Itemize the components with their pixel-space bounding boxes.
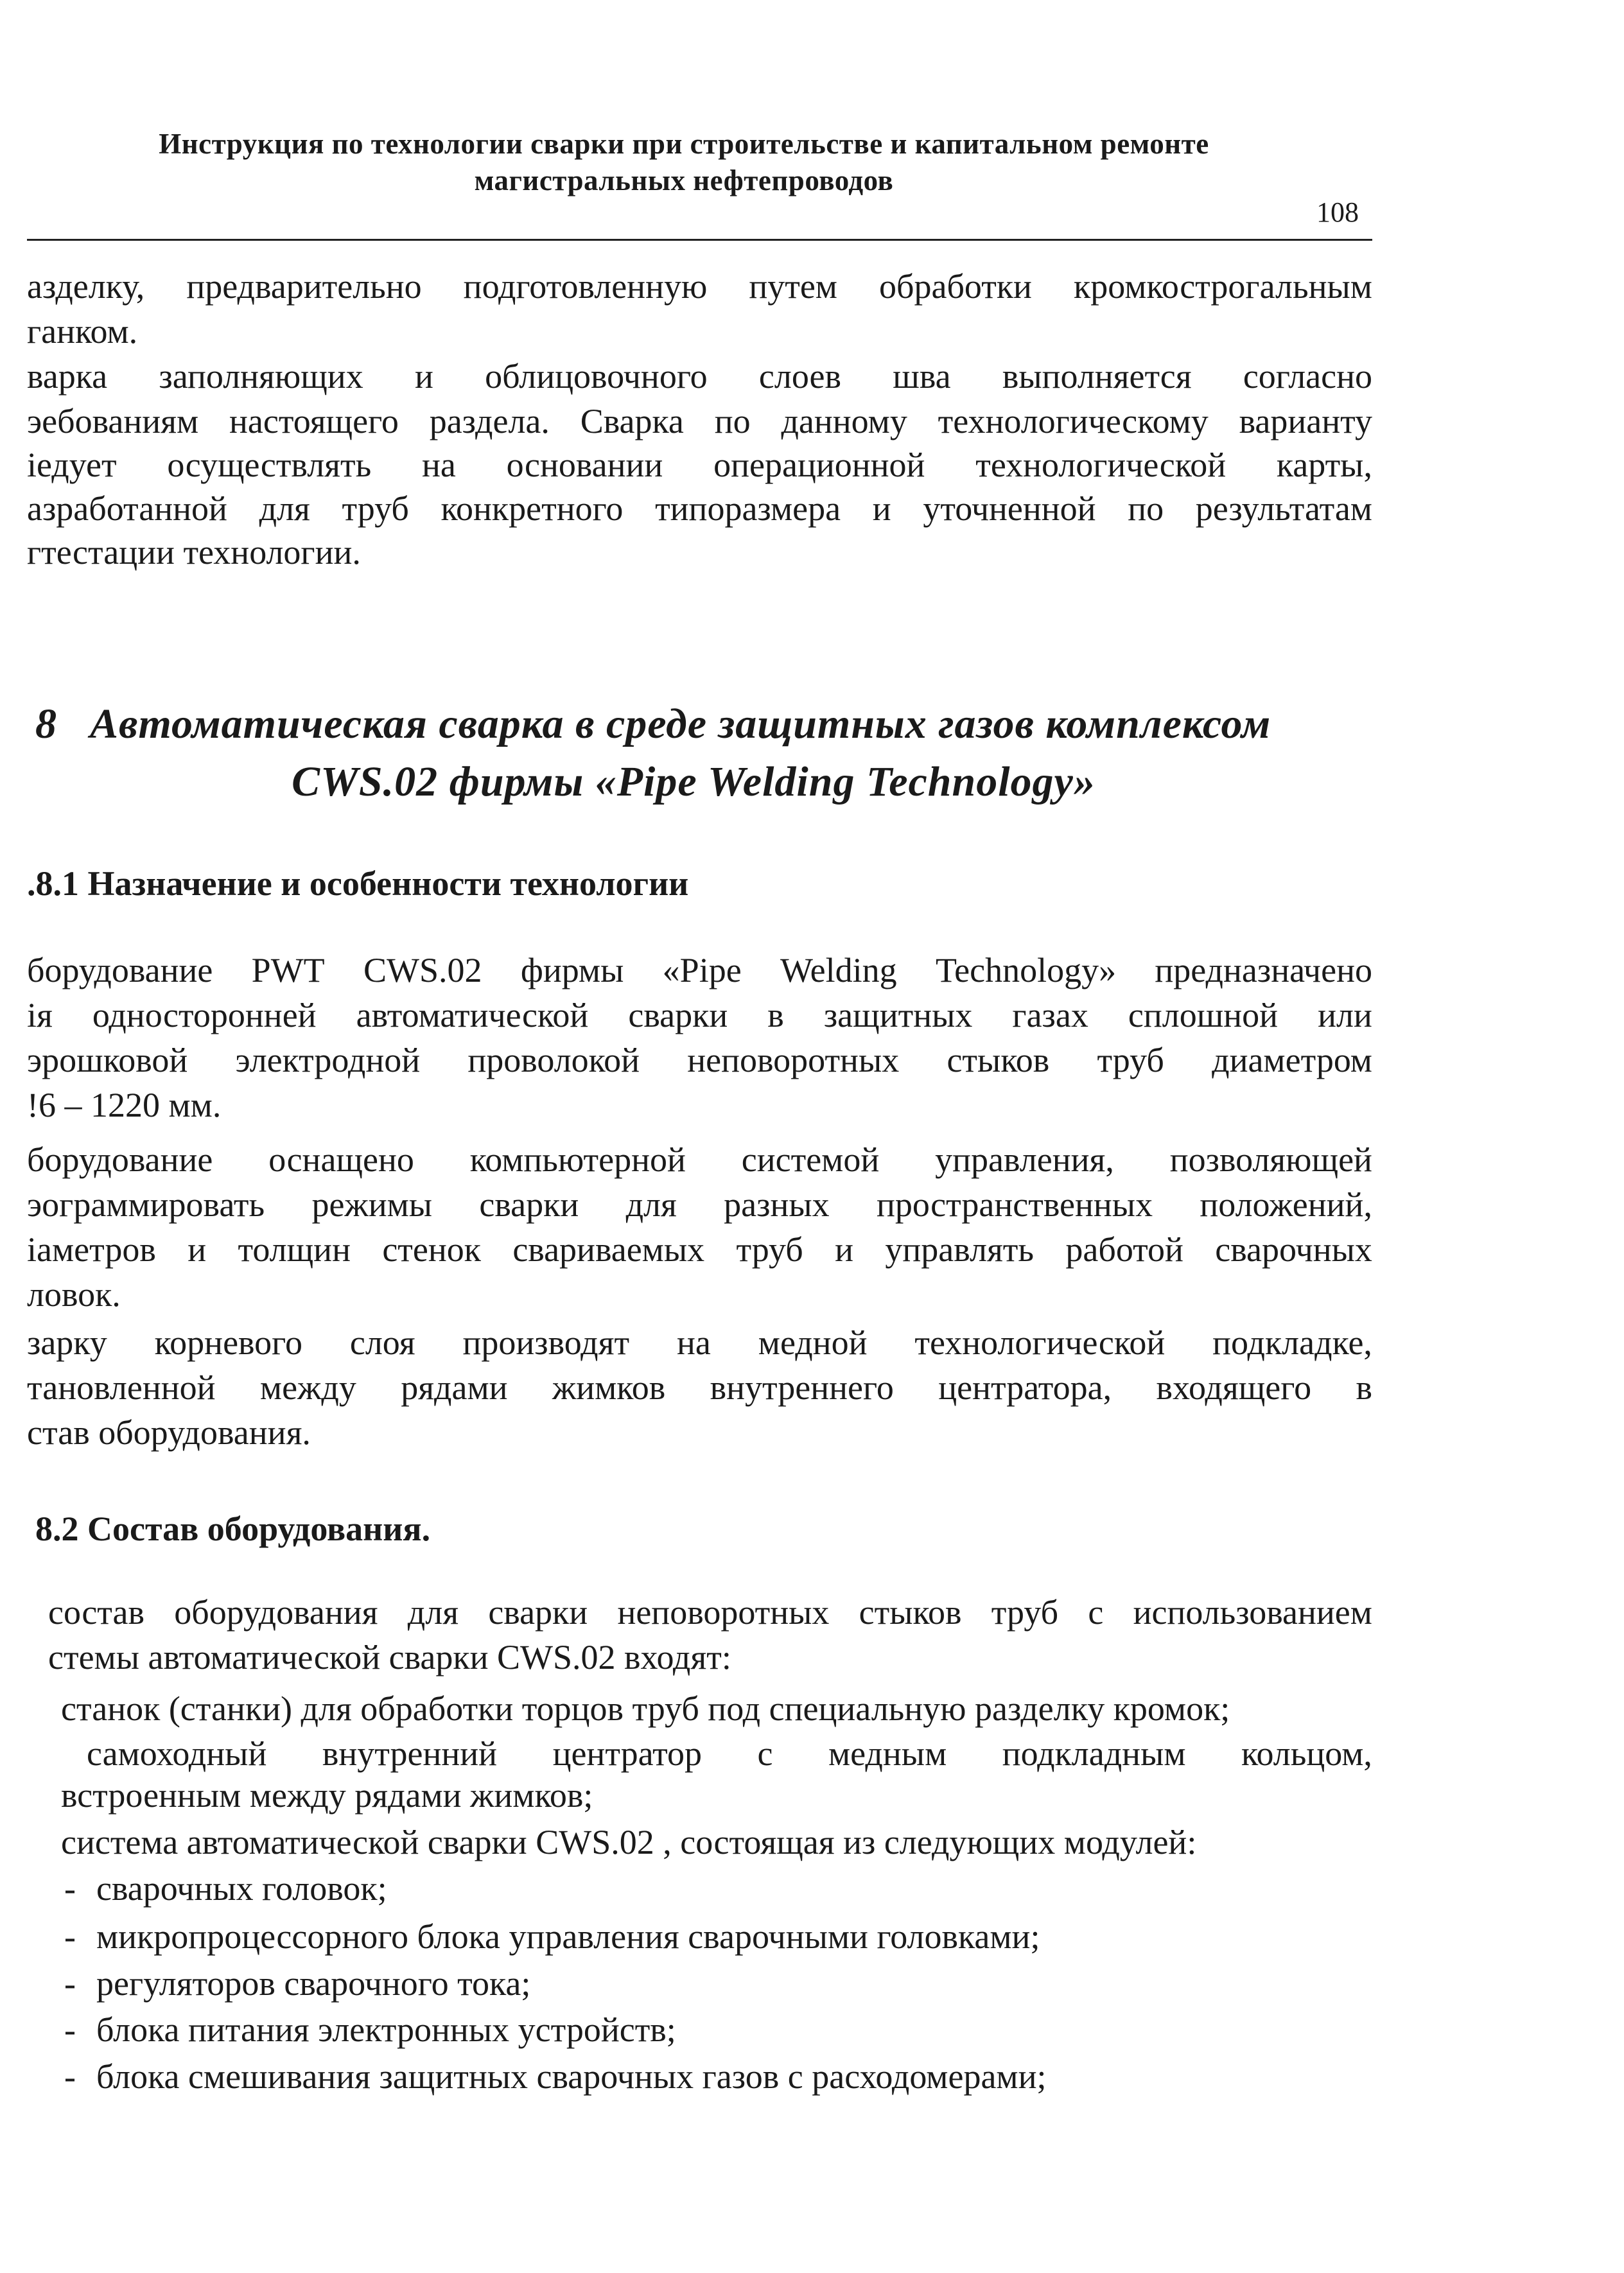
word: в: [767, 996, 784, 1034]
word: или: [1318, 996, 1372, 1034]
word: эрошковой: [27, 1041, 188, 1079]
word: неповоротных: [687, 1041, 900, 1079]
list-item-continuation: встроенным между рядами жимков;: [61, 1776, 593, 1815]
word: основании: [506, 446, 663, 484]
word: проволокой: [467, 1041, 640, 1079]
word: слоев: [758, 357, 841, 396]
word: типоразмера: [655, 489, 841, 528]
word: для: [625, 1185, 677, 1224]
text-line: ганком.: [27, 312, 138, 351]
word: Technology»: [935, 951, 1117, 989]
word: борудование: [27, 951, 213, 989]
word: газах: [1012, 996, 1088, 1034]
text-line: [48, 1592, 1372, 1632]
word: согласно: [1243, 357, 1372, 396]
word: положений,: [1200, 1185, 1372, 1224]
word: фирмы: [520, 951, 624, 989]
module-item: микропроцессорного блока управления сварочными головками;: [96, 1917, 1040, 1956]
word: ія: [27, 996, 53, 1034]
word: разных: [724, 1185, 830, 1224]
word: по: [1128, 489, 1164, 528]
word: стыков: [859, 1593, 962, 1632]
module-item: блока питания электронных устройств;: [96, 2010, 676, 2049]
document-header-title-line2: магистральных нефтепроводов: [474, 164, 894, 196]
word: использованием: [1133, 1593, 1372, 1632]
dash-bullet: -: [64, 2057, 76, 2096]
word: предварительно: [186, 267, 422, 306]
word: в: [1356, 1368, 1372, 1407]
word: жимков: [552, 1368, 666, 1407]
word: и: [188, 1230, 207, 1269]
word: на: [677, 1323, 711, 1362]
section-8-title-line1: Автоматическая сварка в среде защитных газов комплексом: [90, 701, 1271, 747]
header-divider: [27, 239, 1372, 241]
section-8-1-heading: .8.1 Назначение и особенности технологии: [27, 864, 689, 903]
word: борудование: [27, 1140, 213, 1179]
page-number: 108: [1316, 196, 1359, 228]
text-line: [27, 1140, 1372, 1180]
text-line: став оборудования.: [27, 1413, 311, 1452]
word: Welding: [780, 951, 897, 989]
dash-bullet: -: [64, 1917, 76, 1956]
text-line: [27, 1185, 1372, 1224]
word: сплошной: [1128, 996, 1279, 1034]
word: тановленной: [27, 1368, 216, 1407]
text-line: [27, 1368, 1372, 1407]
word: для: [259, 489, 310, 528]
word: позволяющей: [1169, 1140, 1372, 1179]
word: односторонней: [92, 996, 317, 1034]
word: толщин: [238, 1230, 351, 1269]
document-header-title-line1: Инструкция по технологии сварки при строительстве и капитальном ремонте: [159, 128, 1209, 160]
word: азработанной: [27, 489, 227, 528]
word: CWS.02: [363, 951, 482, 989]
word: с: [757, 1734, 773, 1773]
text-line: [27, 445, 1372, 485]
text-line: [27, 1323, 1372, 1363]
list-item: система автоматической сварки CWS.02 , состоящая из следующих модулей:: [61, 1823, 1197, 1861]
text-line: [27, 266, 1372, 306]
word: и: [872, 489, 891, 528]
word: режимы: [311, 1185, 433, 1224]
module-item: сварочных головок;: [96, 1869, 387, 1908]
word: внутренний: [322, 1734, 498, 1773]
word: сварки: [488, 1593, 588, 1632]
text-line: стемы автоматической сварки CWS.02 входят:: [48, 1638, 731, 1676]
dash-bullet: -: [64, 1869, 76, 1908]
section-8-title-line2: CWS.02 фирмы «Pipe Welding Technology»: [292, 758, 1096, 805]
word: осуществлять: [167, 446, 372, 484]
text-line: !6 – 1220 мм.: [27, 1086, 222, 1124]
dash-bullet: -: [64, 2010, 76, 2049]
word: обработки: [879, 267, 1032, 306]
text-line: [27, 1040, 1372, 1080]
word: іедует: [27, 446, 117, 484]
text-line: ловок.: [27, 1275, 121, 1314]
word: технологической: [975, 446, 1227, 484]
word: неповоротных: [617, 1593, 830, 1632]
word: работой: [1065, 1230, 1183, 1269]
text-line: [27, 1230, 1372, 1269]
word: центратора,: [938, 1368, 1112, 1407]
word: выполняется: [1002, 357, 1192, 396]
word: сварочных: [1215, 1230, 1372, 1269]
dash-bullet: -: [64, 1964, 76, 2003]
word: карты,: [1276, 446, 1372, 484]
word: защитных: [823, 996, 973, 1034]
word: сварки: [628, 996, 728, 1034]
word: оснащено: [268, 1140, 414, 1179]
word: и: [414, 357, 433, 396]
word: азделку,: [27, 267, 145, 306]
list-item: [87, 1734, 1372, 1773]
word: внутреннего: [710, 1368, 894, 1407]
word: корневого: [154, 1323, 302, 1362]
word: рядами: [401, 1368, 508, 1407]
word: іаметров: [27, 1230, 156, 1269]
text-line: эебованиям настоящего раздела. Сварка по данному технологическому варианту: [27, 402, 1372, 440]
word: между: [259, 1368, 356, 1407]
list-item: станок (станки) для обработки торцов труб под специальную разделку кромок;: [61, 1689, 1230, 1728]
word: труб: [1097, 1041, 1164, 1079]
module-item: регуляторов сварочного тока;: [96, 1964, 531, 2003]
word: системой: [741, 1140, 880, 1179]
word: подготовленную: [463, 267, 708, 306]
word: зарку: [27, 1323, 107, 1362]
word: сварки: [479, 1185, 579, 1224]
text-line: [27, 950, 1372, 990]
word: самоходный: [87, 1734, 267, 1773]
word: слоя: [349, 1323, 415, 1362]
word: с: [1088, 1593, 1104, 1632]
word: подкладным: [1002, 1734, 1186, 1773]
word: варка: [27, 357, 108, 396]
word: уточненной: [923, 489, 1096, 528]
word: для: [407, 1593, 459, 1632]
word: свариваемых: [512, 1230, 705, 1269]
word: управления,: [935, 1140, 1114, 1179]
word: предназначено: [1155, 951, 1372, 989]
word: заполняющих: [159, 357, 363, 396]
word: труб: [991, 1593, 1059, 1632]
word: состав: [48, 1593, 145, 1632]
word: труб: [342, 489, 409, 528]
word: путем: [749, 267, 837, 306]
word: центратор: [552, 1734, 703, 1773]
word: труб: [736, 1230, 803, 1269]
word: оборудования: [174, 1593, 378, 1632]
word: входящего: [1156, 1368, 1312, 1407]
word: стенок: [382, 1230, 481, 1269]
word: электродной: [235, 1041, 421, 1079]
word: операционной: [713, 446, 925, 484]
section-8-2-heading: 8.2 Состав оборудования.: [35, 1510, 431, 1548]
word: результатам: [1195, 489, 1372, 528]
word: кольцом,: [1241, 1734, 1372, 1773]
module-item: блока смешивания защитных сварочных газов с расходомерами;: [96, 2057, 1047, 2096]
word: автоматической: [356, 996, 589, 1034]
section-8-number: 8: [35, 701, 57, 747]
word: подкладке,: [1212, 1323, 1372, 1362]
text-line: [27, 356, 1372, 396]
word: производят: [462, 1323, 630, 1362]
word: медной: [758, 1323, 868, 1362]
text-line: гтестации технологии.: [27, 533, 361, 571]
word: пространственных: [876, 1185, 1153, 1224]
word: шва: [893, 357, 951, 396]
word: конкретного: [441, 489, 624, 528]
word: управлять: [885, 1230, 1035, 1269]
word: и: [835, 1230, 854, 1269]
word: технологической: [914, 1323, 1166, 1362]
word: эограммировать: [27, 1185, 265, 1224]
word: компьютерной: [469, 1140, 686, 1179]
text-line: [27, 489, 1372, 528]
word: стыков: [947, 1041, 1050, 1079]
word: облицовочного: [485, 357, 708, 396]
word: PWT: [251, 951, 325, 989]
word: диаметром: [1212, 1041, 1372, 1079]
word: на: [422, 446, 456, 484]
text-line: [27, 995, 1372, 1035]
word: медным: [828, 1734, 947, 1773]
word: «Pipe: [662, 951, 742, 989]
word: кромкострогальным: [1073, 267, 1372, 306]
